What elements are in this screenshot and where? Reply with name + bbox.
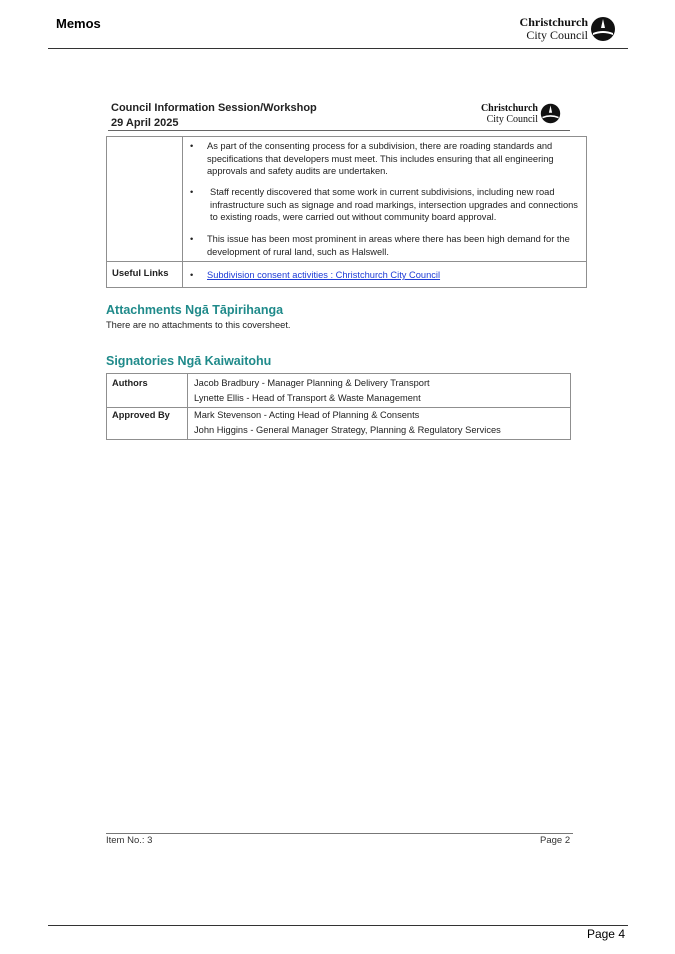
useful-links-label: Useful Links bbox=[112, 268, 169, 279]
session-date: 29 April 2025 bbox=[111, 117, 179, 129]
approver-name: Mark Stevenson - Acting Head of Planning & Consents bbox=[194, 410, 420, 420]
embedded-logo-line2: City Council bbox=[486, 114, 538, 125]
embedded-cathedral-icon bbox=[540, 103, 561, 124]
bullet-text: This issue has been most prominent in areas where there has been high demand for the development of rural land, such as Halswell. bbox=[207, 234, 570, 257]
table-divider bbox=[182, 137, 183, 287]
embedded-header-title bbox=[111, 101, 317, 131]
signatories-heading: Signatories Ngā Kaiwaitohu bbox=[106, 354, 272, 368]
bullet-dot: • bbox=[190, 270, 194, 280]
item-number: Item No.: 3 bbox=[106, 835, 153, 846]
session-title: Council Information Session/Workshop bbox=[111, 102, 317, 114]
info-table bbox=[106, 136, 587, 288]
embedded-footer-rule bbox=[106, 833, 573, 834]
authors-label: Authors bbox=[112, 378, 148, 388]
bullet-dot: • bbox=[190, 234, 194, 244]
subdivision-consent-link[interactable]: Subdivision consent activities : Christchurch City Council bbox=[207, 270, 441, 280]
christchurch-logo bbox=[514, 14, 618, 46]
embedded-christchurch-logo bbox=[474, 102, 562, 127]
signatories-table bbox=[106, 373, 571, 440]
logo-line1: Christchurch bbox=[519, 15, 588, 29]
approver-name: John Higgins - General Manager Strategy, Planning & Regulatory Services bbox=[194, 425, 501, 435]
approved-by-label: Approved By bbox=[112, 410, 170, 420]
author-name: Jacob Bradbury - Manager Planning & Delivery Transport bbox=[194, 378, 430, 388]
embedded-header-rule bbox=[108, 130, 570, 131]
attachments-heading: Attachments Ngā Tāpirihanga bbox=[106, 303, 284, 317]
bullet-dot: • bbox=[190, 187, 194, 197]
embedded-logo-line1: Christchurch bbox=[480, 103, 538, 114]
cathedral-icon bbox=[590, 16, 616, 42]
bullet-text: As part of the consenting process for a subdivision, there are roading standards and specifications that developers must meet. This includes ensuring that all engineering approvals and safety audits are undertaken. bbox=[207, 141, 554, 176]
bullet-text: Staff recently discovered that some work in current subdivisions, including new road infrastructure such as signage and road markings, intersection upgrades and connections to existing roads, were carried out without community board approval. bbox=[210, 187, 578, 222]
logo-line2: City Council bbox=[526, 28, 588, 42]
table-row-divider bbox=[107, 407, 570, 408]
header-rule bbox=[48, 48, 628, 49]
memos-header-title: Memos bbox=[56, 16, 101, 31]
bullet-dot: • bbox=[190, 141, 194, 151]
attachments-text: There are no attachments to this coversheet. bbox=[106, 320, 291, 330]
table-row-divider bbox=[107, 261, 586, 262]
author-name: Lynette Ellis - Head of Transport & Waste Management bbox=[194, 393, 421, 403]
embedded-page-number: Page 2 bbox=[540, 835, 571, 846]
page-number: Page 4 bbox=[586, 927, 625, 941]
footer-rule bbox=[48, 925, 628, 926]
